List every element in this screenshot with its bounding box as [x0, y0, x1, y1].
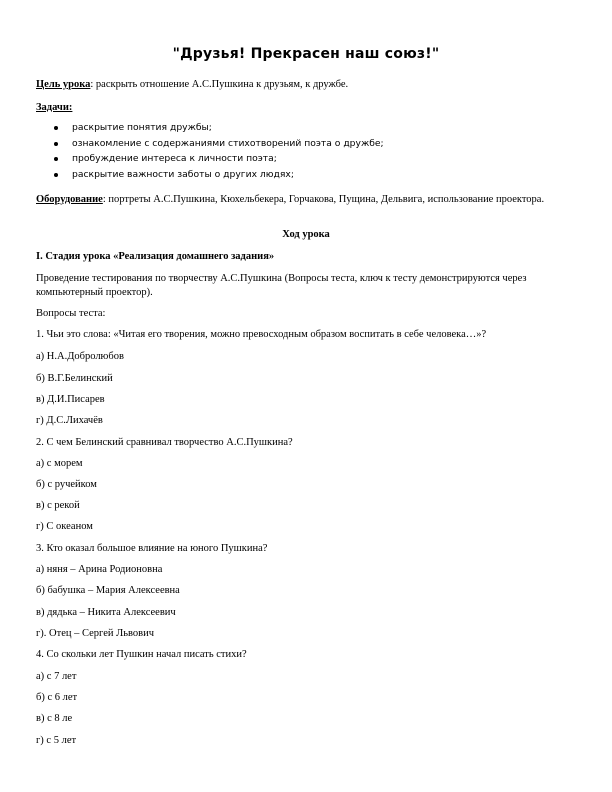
question-text: 1. Чьи это слова: «Читая его творения, можно превосходным образом воспитать в себе человека…»? [36, 329, 487, 340]
task-item: раскрытие понятия дружбы; [54, 121, 384, 137]
task-item: раскрытие важности заботы о других людях; [54, 168, 384, 184]
answer-option: а) с 7 лет [36, 671, 77, 682]
answer-option: б) с 6 лет [36, 692, 78, 703]
document-title: "Друзья! Прекрасен наш союз!" [172, 46, 440, 62]
equipment-text: : портреты А.С.Пушкина, Кюхельбекера, Горчакова, Пущина, Дельвига, использование проектора. [102, 194, 545, 205]
question-text: 3. Кто оказал большое влияние на юного Пушкина? [36, 543, 268, 554]
answer-option: а) с морем [36, 458, 83, 469]
equipment-paragraph [36, 193, 578, 207]
question-text: 4. Со скольки лет Пушкин начал писать стихи? [36, 649, 247, 660]
answer-option: б) с ручейком [36, 479, 97, 490]
answer-option: г) Д.С.Лихачёв [36, 415, 103, 426]
answer-option: г). Отец – Сергей Львович [36, 628, 155, 639]
answer-option: б) В.Г.Белинский [36, 373, 113, 384]
answer-option: г) С океаном [36, 521, 93, 532]
answer-option: в) с рекой [36, 500, 80, 511]
stage-intro: Проведение тестирования по творчеству А.С.Пушкина (Вопросы теста, ключ к тесту демонстрируются через компьютерный проектор). [36, 273, 527, 298]
answer-option: г) с 5 лет [36, 735, 77, 746]
tasks-list [54, 121, 384, 183]
lesson-heading: Ход урока [282, 229, 330, 240]
answer-option: в) дядька – Никита Алексеевич [36, 607, 176, 618]
goal-label: Цель урока [36, 79, 91, 90]
equipment-label: Оборудование [36, 194, 103, 205]
answer-option: а) няня – Арина Родионовна [36, 564, 163, 575]
answer-option: а) Н.А.Добролюбов [36, 351, 124, 362]
answer-option: в) с 8 ле [36, 713, 73, 724]
task-item: ознакомление с содержаниями стихотворений поэта о дружбе; [54, 137, 384, 153]
goal-text: : раскрыть отношение А.С.Пушкина к друзьям, к дружбе. [90, 79, 349, 90]
questions-label: Вопросы теста: [36, 308, 106, 319]
answer-option: в) Д.И.Писарев [36, 394, 105, 405]
task-item: пробуждение интереса к личности поэта; [54, 152, 384, 168]
stage-heading: I. Стадия урока «Реализация домашнего задания» [36, 251, 275, 262]
goal-line [36, 78, 348, 92]
question-text: 2. С чем Белинский сравнивал творчество А.С.Пушкина? [36, 437, 293, 448]
tasks-heading: Задачи: [36, 102, 73, 113]
answer-option: б) бабушка – Мария Алексеевна [36, 585, 180, 596]
